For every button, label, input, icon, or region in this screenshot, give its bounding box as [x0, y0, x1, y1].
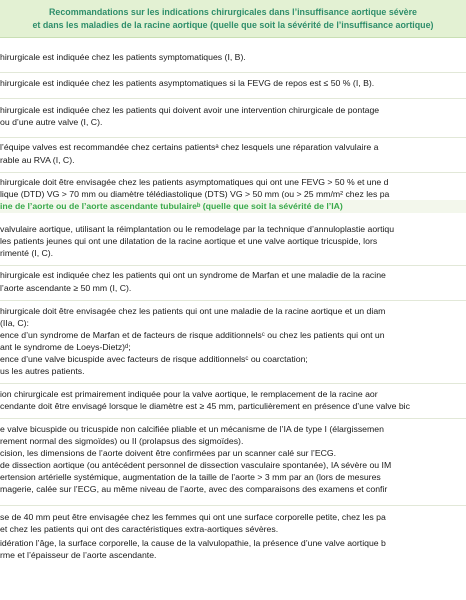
recommendation-line: ion chirurgicale est primairement indiquée pour la valve aortique, le remplacement de la racine aor [0, 389, 378, 399]
recommendation-line: e valve bicuspide ou tricuspide non calcifiée pliable et un mécanisme de l’IA de type I (élargissemen [0, 424, 384, 434]
recommendation-line: hirurgicale est indiquée chez les patients asymptomatiques si la FEVG de repos est ≤ 50 % (I, B). [0, 78, 375, 88]
recommendation-line: idération l’âge, la surface corporelle, la cause de la valvulopathie, la présence d’une valve aortique b [0, 538, 386, 548]
recommendation-line: (IIa, C): [0, 318, 29, 328]
recommendation-line: de dissection aortique (ou antécédent personnel de dissection vasculaire spontanée), IA sévère ou IM [0, 460, 392, 470]
recommendation-line: rimenté (I, C). [0, 248, 54, 258]
recommendation-line: lique (DTD) VG > 70 mm ou diamètre télédiastolique (DTS) VG > 50 mm (ou > 25 mm/m² chez les pa [0, 189, 390, 199]
row-divider [0, 418, 466, 419]
header-title-line-2: et dans les maladies de la racine aortique (quelle que soit la sévérité de l’insuffisance aortique) [32, 20, 434, 30]
recommendation-line: hirurgicale est indiquée chez les patients symptomatiques (I, B). [0, 52, 246, 62]
row-divider [0, 265, 466, 266]
recommendation-line: hirurgicale est indiquée chez les patients qui doivent avoir une intervention chirurgicale de pontage [0, 105, 380, 115]
row-divider [0, 300, 466, 301]
recommendation-line: ertension artérielle systémique, augmentation de la taille de l’aorte > 3 mm par an (lors de mesures [0, 472, 381, 482]
header-title-line-1: Recommandations sur les indications chirurgicales dans l’insuffisance aortique sévère [49, 7, 417, 17]
recommendation-line: cision, les dimensions de l’aorte doivent être confirmées par un scanner calé sur l’ECG. [0, 448, 337, 458]
recommendation-line: l’aorte ascendante ≥ 50 mm (I, C). [0, 283, 132, 293]
recommendation-line: hirurgicale doit être envisagée chez les patients qui ont une maladie de la racine aortique et un diam [0, 306, 386, 316]
table-header [0, 0, 466, 38]
recommendation-line: cendante doit être envisagé lorsque le diamètre est ≥ 45 mm, particulièrement en présence d’une valve bic [0, 401, 410, 411]
recommendation-line: hirurgicale doit être envisagée chez les patients asymptomatiques qui ont une FEVG > 50 % et une d [0, 177, 389, 187]
recommendation-line: rme et l’épaisseur de l’aorte ascendante. [0, 550, 157, 560]
recommendation-line: magerie, calée sur l’ECG, au même niveau de l’aorte, avec des comparaisons des examens et confir [0, 484, 388, 494]
recommendation-line: se de 40 mm peut être envisagée chez les femmes qui ont une surface corporelle petite, chez les pa [0, 512, 386, 522]
recommendation-line: et chez les patients qui ont des caractéristiques extra-aortiques sévères. [0, 524, 279, 534]
row-divider [0, 98, 466, 99]
row-divider [0, 137, 466, 138]
recommendation-line: rement normal des sigmoïdes) ou II (prolapsus des sigmoïdes). [0, 436, 244, 446]
recommendation-line: rable au RVA (I, C). [0, 155, 75, 165]
row-divider [0, 383, 466, 384]
recommendation-line: ence d’un syndrome de Marfan et de facteurs de risque additionnelsᶜ ou chez les patients qui ont un [0, 330, 385, 340]
recommendation-line: ant le syndrome de Loeys-Dietz)ᵈ; [0, 342, 131, 352]
recommendation-line: us les autres patients. [0, 366, 85, 376]
row-divider [0, 505, 466, 506]
row-divider [0, 172, 466, 173]
section-title: ine de l’aorte ou de l’aorte ascendante tubulaireᵇ (quelle que soit la sévérité de l’IA) [0, 201, 343, 211]
recommendation-line: l’équipe valves est recommandée chez certains patientsᵃ chez lesquels une réparation valvulaire a [0, 142, 379, 152]
recommendation-line: les patients jeunes qui ont une dilatation de la racine aortique et une valve aortique tricuspide, lors [0, 236, 378, 246]
section-heading [0, 200, 466, 213]
recommendation-line: ou d’une autre valve (I, C). [0, 117, 103, 127]
row-divider [0, 72, 466, 73]
recommendation-line: valvulaire aortique, utilisant la réimplantation ou le remodelage par la technique d’annuloplastie aortiqu [0, 224, 395, 234]
recommendation-line: ence d’une valve bicuspide avec facteurs de risque additionnelsᶜ ou coarctation; [0, 354, 308, 364]
recommendation-line: hirurgicale est indiquée chez les patients qui ont un syndrome de Marfan et une maladie de la racine [0, 270, 386, 280]
